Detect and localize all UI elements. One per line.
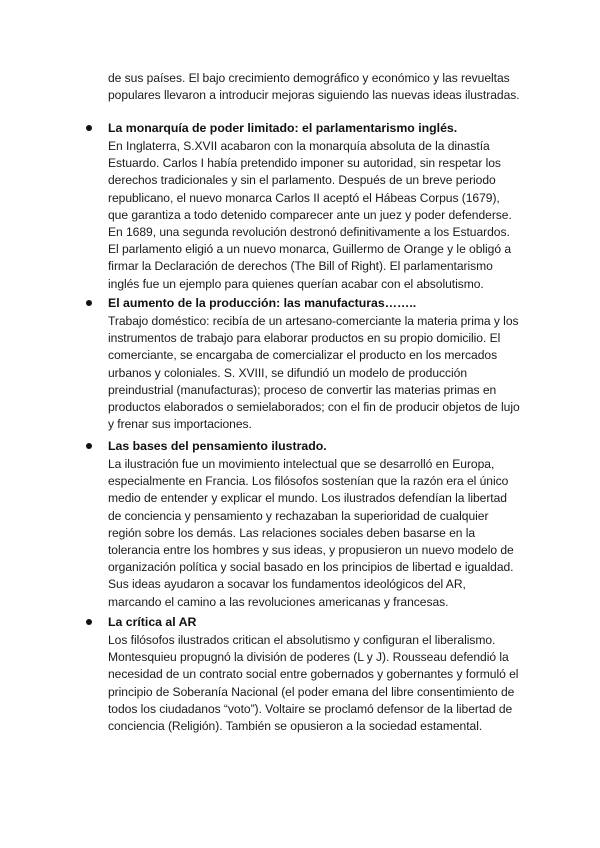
text-line: y frenar sus importaciones.: [108, 417, 252, 432]
text-line: que garantiza a todo detenido comparecer ante un juez y poder defenderse.: [108, 207, 512, 222]
text-line: de sus países. El bajo crecimiento demográfico y económico y las revueltas: [108, 71, 510, 85]
section-body: [108, 456, 546, 611]
text-line: especialmente en Francia. Los filósofos sostenían que la razón era el único: [108, 474, 509, 489]
text-line: En 1689, una segunda revolución destronó definitivamente a los Estuardos.: [108, 225, 510, 240]
text-line: marcando el camino a las revoluciones americanas y francesas.: [108, 594, 449, 609]
text-line: productos elaborados o semielaborados; con el fin de producir objetos de lujo: [108, 400, 520, 415]
bullet-icon: [86, 125, 92, 131]
text-line: Sus ideas ayudaron a socavar los fundamentos ideológicos del AR,: [108, 577, 466, 592]
text-line: urbanos y coloniales. S. XVIII, se difundió un modelo de producción: [108, 365, 468, 380]
bullet-icon: [86, 619, 92, 625]
text-line: derechos tradicionales y sin el parlamento. Después de un breve periodo: [108, 173, 496, 188]
text-line: todos los ciudadanos “voto”). Voltaire se proclamó defensor de la libertad de: [108, 701, 513, 716]
section-body: [108, 138, 546, 293]
text-line: populares llevaron a introducir mejoras siguiendo las nuevas ideas ilustradas.: [108, 88, 520, 103]
text-line: Estuardo. Carlos I había pretendido imponer su autoridad, sin respetar los: [108, 156, 501, 171]
text-line: El parlamento eligió a un nuevo monarca, Guillermo de Orange y le obligó a: [108, 242, 512, 257]
text-line: instrumentos de trabajo para elaborar productos en su propio domicilio. El: [108, 331, 501, 346]
text-line: medio de entender y explicar el mundo. Los ilustrados defendían la libertad: [108, 491, 507, 506]
section-heading: Las bases del pensamiento ilustrado.: [108, 439, 327, 453]
text-line: comerciante, se encargaba de comercializar el producto en los mercados: [108, 348, 498, 363]
section-manufacturas: [86, 295, 546, 433]
text-line: organización política y social basado en los principios de libertad e igualdad.: [108, 560, 514, 575]
section-heading: La crítica al AR: [108, 615, 197, 629]
text-line: necesidad de un contrato social entre gobernados y gobernantes y formuló el: [108, 667, 519, 682]
text-line: La ilustración fue un movimiento intelectual que se desarrolló en Europa,: [108, 457, 495, 471]
section-body: [108, 632, 546, 735]
text-line: principio de Soberanía Nacional (el poder emana del libre consentimiento de: [108, 684, 515, 699]
text-line: Montesquieu propugnó la división de poderes (L y J). Rousseau defendió la: [108, 650, 509, 665]
bullet-icon: [86, 443, 92, 449]
text-line: de conciencia y pensamiento y rechazaban la superioridad de cualquier: [108, 508, 489, 523]
text-line: Los filósofos ilustrados critican el absolutismo y configuran el liberalismo.: [108, 633, 496, 647]
text-line: firmar la Declaración de derechos (The Bill of Right). El parlamentarismo: [108, 259, 493, 274]
text-line: tolerancia entre los hombres y sus ideas, y propusieron un nuevo modelo de: [108, 543, 514, 558]
section-body: [108, 313, 546, 433]
section-critica-ar: [86, 614, 546, 735]
text-line: preindustrial (manufacturas); proceso de convertir las materias primas en: [108, 382, 497, 397]
section-pensamiento-ilustrado: [86, 438, 546, 611]
text-line: conciencia (Religión). También se opusieron a la sociedad estamental.: [108, 719, 483, 734]
text-line: Trabajo doméstico: recibía de un artesano-comerciante la materia prima y los: [108, 314, 519, 328]
intro-paragraph: [108, 70, 538, 104]
text-line: región sobre los demás. Las relaciones sociales deben basarse en la: [108, 525, 476, 540]
section-parlamentarismo: [86, 120, 546, 293]
bullet-icon: [86, 300, 92, 306]
text-line: En Inglaterra, S.XVII acabaron con la monarquía absoluta de la dinastía: [108, 139, 490, 153]
text-line: republicano, el nuevo monarca Carlos II aceptó el Hábeas Corpus (1679),: [108, 190, 500, 205]
section-heading: La monarquía de poder limitado: el parlamentarismo inglés.: [108, 121, 458, 135]
text-line: inglés fue un ejemplo para quienes querían acabar con el absolutismo.: [108, 276, 484, 291]
section-heading: El aumento de la producción: las manufacturas……..: [108, 296, 417, 310]
